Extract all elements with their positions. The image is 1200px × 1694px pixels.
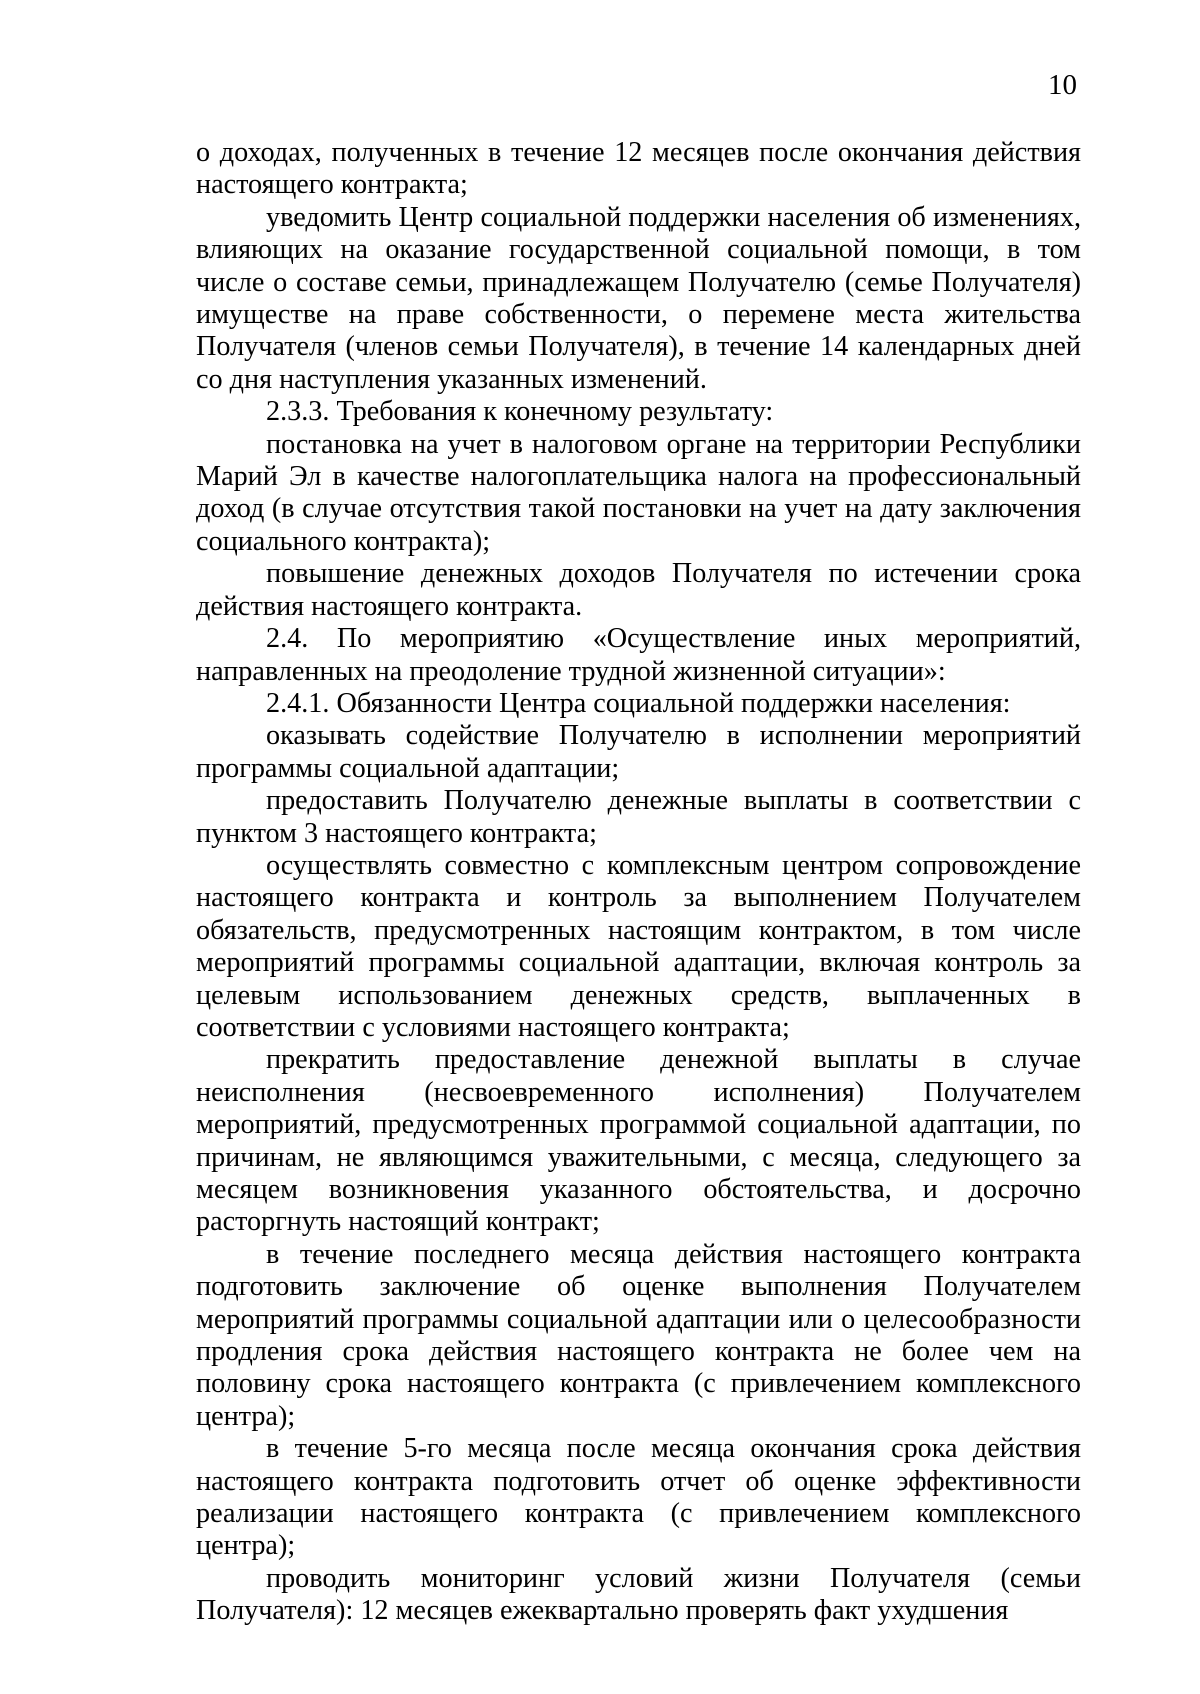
- paragraph-prepare-report: в течение 5-го месяца после месяца окончания срока действия настоящего контракта подготовить отчет об оценке эффективности реализации настоящего контракта (с привлечением комплексного центра);: [196, 1433, 1081, 1562]
- paragraph-terminate-payment: прекратить предоставление денежной выплаты в случае неисполнения (несвоевременного исполнения) Получателем мероприятий, предусмотренных программой социальной адаптации, по причинам, не являющимся уважительными, с месяца, следующего за месяцем возникновения указанного обстоятельства, и досрочно расторгнуть настоящий контракт;: [196, 1044, 1081, 1238]
- paragraph-tax-registration: постановка на учет в налоговом органе на территории Республики Марий Эл в качестве налогоплательщика налога на профессиональный доход (в случае отсутствия такой постановки на учет на дату заключения социального контракта);: [196, 428, 1081, 557]
- section-heading-2-4: 2.4. По мероприятию «Осуществление иных мероприятий, направленных на преодоление трудной жизненной ситуации»:: [196, 623, 1081, 687]
- body-text: [196, 137, 1081, 1628]
- section-heading-2-3-3: 2.3.3. Требования к конечному результату:: [266, 396, 774, 428]
- paragraph-contract-support: осуществлять совместно с комплексным центром сопровождение настоящего контракта и контроль за выполнением Получателем обязательств, предусмотренных настоящим контрактом, в том числе мероприятий программы социальной адаптации, включая контроль за целевым использованием денежных средств, выплаченных в соответствии с условиями настоящего контракта;: [196, 849, 1081, 1043]
- paragraph-income-reporting: о доходах, полученных в течение 12 месяцев после окончания действия настоящего контракта;: [196, 137, 1081, 201]
- paragraph-notify-changes: уведомить Центр социальной поддержки населения об изменениях, влияющих на оказание государственной социальной помощи, в том числе о составе семьи, принадлежащем Получателю (семье Получателя) имуществе на праве собственности, о перемене места жительства Получателя (членов семьи Получателя), в течение 14 календарных дней со дня наступления указанных изменений.: [196, 201, 1081, 395]
- paragraph-income-increase: повышение денежных доходов Получателя по истечении срока действия настоящего контракта.: [196, 558, 1081, 622]
- paragraph-prepare-conclusion: в течение последнего месяца действия настоящего контракта подготовить заключение об оценке выполнения Получателем мероприятий программы социальной адаптации или о целесообразности продления срока действия настоящего контракта не более чем на половину срока настоящего контракта (с привлечением комплексного центра);: [196, 1238, 1081, 1432]
- paragraph-monitoring: проводить мониторинг условий жизни Получателя (семьи Получателя): 12 месяцев ежеквартально проверять факт ухудшения: [196, 1562, 1081, 1627]
- section-heading-2-4-1: 2.4.1. Обязанности Центра социальной поддержки населения:: [266, 687, 1011, 719]
- paragraph-provide-payments: предоставить Получателю денежные выплаты в соответствии с пунктом 3 настоящего контракта;: [196, 785, 1081, 849]
- paragraph-assist-recipient: оказывать содействие Получателю в исполнении мероприятий программы социальной адаптации;: [196, 720, 1081, 784]
- page-number: 10: [1048, 69, 1077, 101]
